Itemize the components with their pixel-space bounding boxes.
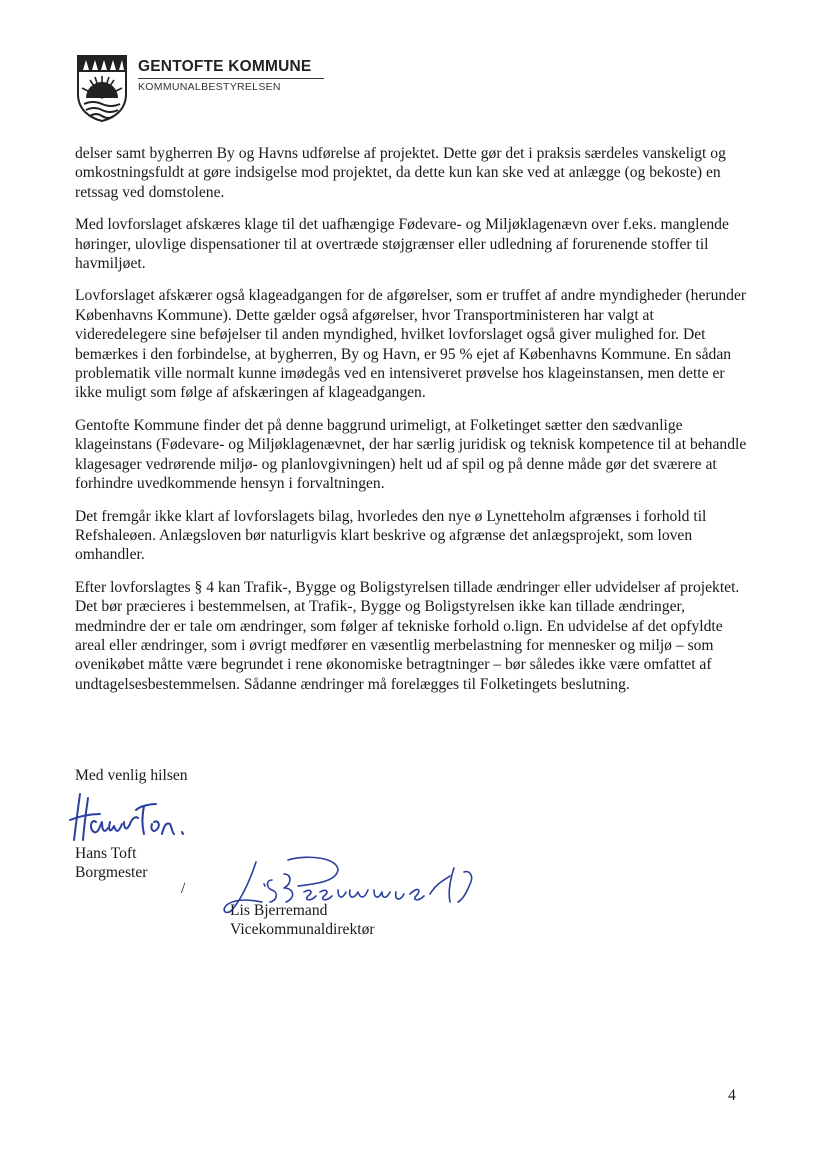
letterhead (76, 54, 376, 124)
signatory-name: Hans Toft (75, 845, 137, 862)
signatory-title: Vicekommunaldirektør (230, 921, 375, 938)
body-paragraph: delser samt bygherren By og Havns udførelse af projektet. Dette gør det i praksis særdeles vanskeligt og omkostningsfuldt at gøre indsigelse mod projektet, da dette kun kan ske ved at anlægge (og bekoste) en retssag ved domstolene. (75, 145, 726, 201)
letter-body (75, 144, 747, 707)
organization-name: GENTOFTE KOMMUNE (138, 58, 312, 75)
department-name: KOMMUNALBESTYRELSEN (138, 81, 281, 93)
letterhead-divider (138, 78, 324, 79)
body-paragraph: Med lovforslaget afskæres klage til det uafhængige Fødevare- og Miljøklagenævn over f.eks. manglende høringer, ulovlige dispensationer til at overtræde støjgrænser eller udledning af forurenende stoffer til havmiljøet. (75, 216, 729, 273)
page-number: 4 (728, 1087, 736, 1104)
signatory-title: Borgmester (75, 864, 148, 881)
closing-salutation: Med venlig hilsen (75, 767, 188, 784)
signatory-name: Lis Bjerremand (230, 902, 328, 919)
signature-separator: / (181, 880, 186, 897)
body-paragraph: Det fremgår ikke klart af lovforslagets bilag, hvorledes den nye ø Lynetteholm afgrænses i forhold til Refshaleøen. Anlægsloven bør naturligvis klart beskrive og afgrænse det anlægsprojekt, som loven omhandler. (75, 507, 707, 564)
body-paragraph: Gentofte Kommune finder det på denne baggrund urimeligt, at Folketinget sætter den sædvanlige klageinstans (Fødevare- og Miljøklagenævnet, der har særlig juridisk og teknisk kompetence til at behandle klagesager vedrørende miljø- og planlovgivningen) helt ud af spil og på denne måde gør det sværere at forhindre uvedkommende hensyn i forvaltningen. (75, 416, 747, 493)
coat-of-arms-icon (76, 54, 128, 122)
body-paragraph: Lovforslaget afskærer også klageadgangen for de afgørelser, som er truffet af andre myndigheder (herunder Københavns Kommune). Dette gælder også afgørelser, hvor Transportministeren har valgt at videredelegere sine beføjelser til anden myndighed, hvilket lovforslaget også giver mulighed for. Det bemærkes i den forbindelse, at bygherren, By og Havn, er 95 % ejet af Københavns Kommune. En sådan problematik ville normalt kunne imødegås ved en intensiveret prøvelse hos klageinstansen, men dette er ikke muligt som følge af afskæringen af klageadgangen. (75, 287, 747, 402)
body-paragraph: Efter lovforslagtes § 4 kan Trafik-, Bygge og Boligstyrelsen tillade ændringer eller udvidelser af projektet. Det bør præcieres i bestemmelsen, at Trafik-, Bygge og Boligstyrelsen ikke kan tillade ændringer, medmindre der er tale om ændringer, som følger af tekniske forhold o.lign. En udvidelse af det opfyldte areal eller ændringer, som i øvrigt medfører en væsentlig merbelastning for mennesker og miljø – som ovenikøbet måtte være begrundet i rene økonomiske betragtninger – bør således ikke være omfattet af undtagelsesbestemmelsen. Sådanne ændringer må forelægges til Folketingets beslutning. (75, 578, 740, 693)
signature-hans-toft (66, 788, 196, 848)
